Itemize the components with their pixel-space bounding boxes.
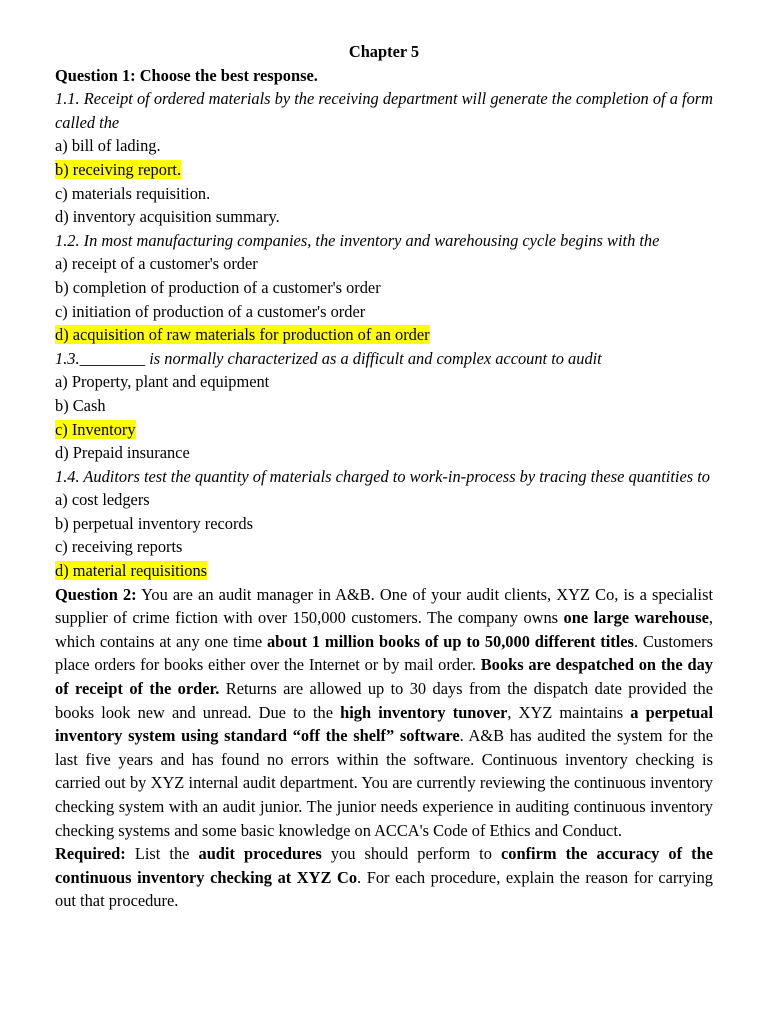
chapter-title: Chapter 5 <box>348 42 420 61</box>
question-1-2-stem: 1.2. In most manufacturing companies, the inventory and warehousing cycle begins with the <box>55 230 660 250</box>
option-1-2-b: b) completion of production of a customer's order <box>55 277 381 297</box>
document-page <box>55 40 713 913</box>
option-1-1-d: d) inventory acquisition summary. <box>55 207 280 227</box>
required-label: Required: <box>55 844 126 864</box>
option-1-4-c: c) receiving reports <box>55 537 183 557</box>
option-1-4-b: b) perpetual inventory records <box>55 513 253 533</box>
option-1-1-c: c) materials requisition. <box>55 183 211 203</box>
required-paragraph: Required: List the audit procedures you should perform to confirm the accuracy of the continuous inventory checking at XYZ Co. For each procedure, explain the reason for carrying out that procedure. <box>55 844 713 911</box>
option-1-1-b-answer: b) receiving report. <box>55 159 182 179</box>
option-1-1-a: a) bill of lading. <box>55 136 161 156</box>
option-1-3-b: b) Cash <box>55 395 106 415</box>
question-1-3-stem: 1.3.________ is normally characterized as a difficult and complex account to audit <box>55 348 602 368</box>
option-1-3-a: a) Property, plant and equipment <box>55 372 270 392</box>
option-1-3-c-answer: c) Inventory <box>55 419 136 439</box>
option-1-2-d-answer: d) acquisition of raw materials for production of an order <box>55 325 430 345</box>
option-1-4-d-answer: d) material requisitions <box>55 561 208 581</box>
option-1-4-a: a) cost ledgers <box>55 490 150 510</box>
question-1-1-stem: 1.1. Receipt of ordered materials by the receiving department will generate the completion of a form called the <box>55 89 713 132</box>
option-1-2-a: a) receipt of a customer's order <box>55 254 258 274</box>
question-1-heading: Question 1: Choose the best response. <box>55 65 318 85</box>
question-2-paragraph: Question 2: You are an audit manager in A&B. One of your audit clients, XYZ Co, is a specialist supplier of crime fiction with over 150,000 customers. The company owns one large warehouse, which contains at any one time about 1 million books of up to 50,000 different titles. Customers place orders for books either over the Internet or by mail order. Books are despatched on the day of receipt of the order. Returns are allowed up to 30 days from the dispatch date provided the books look new and unread. Due to the high inventory tunover, XYZ maintains a perpetual inventory system using standard “off the shelf” software. A&B has audited the system for the last five years and has found no errors within the software. Continuous inventory checking is carried out by XYZ internal audit department. You are currently reviewing the continuous inventory checking system with an audit junior. The junior needs experience in auditing continuous inventory checking systems and some basic knowledge on ACCA's Code of Ethics and Conduct. <box>55 584 714 840</box>
question-1-4-stem: 1.4. Auditors test the quantity of materials charged to work-in-process by tracing these quantities to <box>55 466 710 486</box>
option-1-3-d: d) Prepaid insurance <box>55 443 190 463</box>
option-1-2-c: c) initiation of production of a customer's order <box>55 301 366 321</box>
question-2-label: Question 2: <box>55 584 137 604</box>
